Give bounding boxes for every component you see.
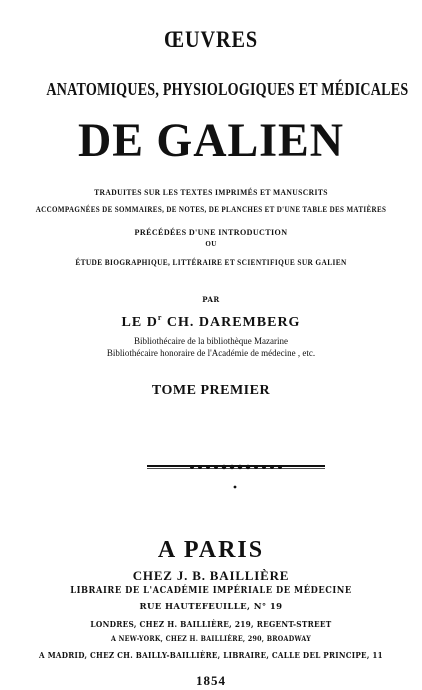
- volume-label: TOME PREMIER: [151, 383, 271, 398]
- author-name-main: CH. DAREMBERG: [162, 315, 301, 330]
- publisher-city: A PARIS: [157, 537, 265, 563]
- intro-line-5: ÉTUDE BIOGRAPHIQUE, LITTÉRAIRE ET SCIENTIFIQUE SUR GALIEN: [75, 258, 347, 267]
- publisher-line-2: RUE HAUTEFEUILLE, N° 19: [139, 602, 283, 612]
- intro-line-1: TRADUITES SUR LES TEXTES IMPRIMÉS ET MANUSCRITS: [94, 188, 328, 197]
- publisher-line-3: LONDRES, CHEZ H. BAILLIÈRE, 219, REGENT-STREET: [90, 619, 332, 629]
- author-name-superscript: r: [157, 313, 163, 322]
- intro-line-4: OU: [205, 240, 217, 248]
- author-name-prefix: LE D: [121, 315, 158, 330]
- publisher-name: CHEZ J. B. BAILLIÈRE: [132, 568, 290, 583]
- title-de-galien: DE GALIEN: [78, 114, 344, 167]
- author-affiliation-2: Bibliothécaire honoraire de l'Académie de médecine , etc.: [106, 348, 316, 358]
- publisher-line-5: A MADRID, CHEZ CH. BAILLY-BAILLIÈRE, LIBRAIRE, CALLE DEL PRINCIPE, 11: [39, 650, 383, 660]
- publisher-line-1: LIBRAIRE DE L'ACADÉMIE IMPÉRIALE DE MÉDECINE: [70, 586, 352, 596]
- author-par: PAR: [202, 295, 220, 304]
- publisher-line-4: A NEW-YORK, CHEZ H. BAILLIÈRE, 290, BROADWAY: [110, 634, 312, 643]
- publication-year: 1854: [196, 673, 226, 688]
- decorative-rule-ornament: [146, 462, 326, 492]
- author-name: [0, 313, 422, 330]
- title-oeuvres: ŒUVRES: [163, 27, 259, 52]
- intro-line-3: PRÉCÉDÉES D'UNE INTRODUCTION: [134, 227, 288, 237]
- intro-line-2: ACCOMPAGNÉES DE SOMMAIRES, DE NOTES, DE PLANCHES ET D'UNE TABLE DES MATIÈRES: [35, 205, 387, 214]
- author-affiliation-1: Bibliothécaire de la bibliothèque Mazarine: [134, 336, 288, 346]
- title-subtitle: ANATOMIQUES, PHYSIOLOGIQUES ET MÉDICALES: [46, 79, 409, 99]
